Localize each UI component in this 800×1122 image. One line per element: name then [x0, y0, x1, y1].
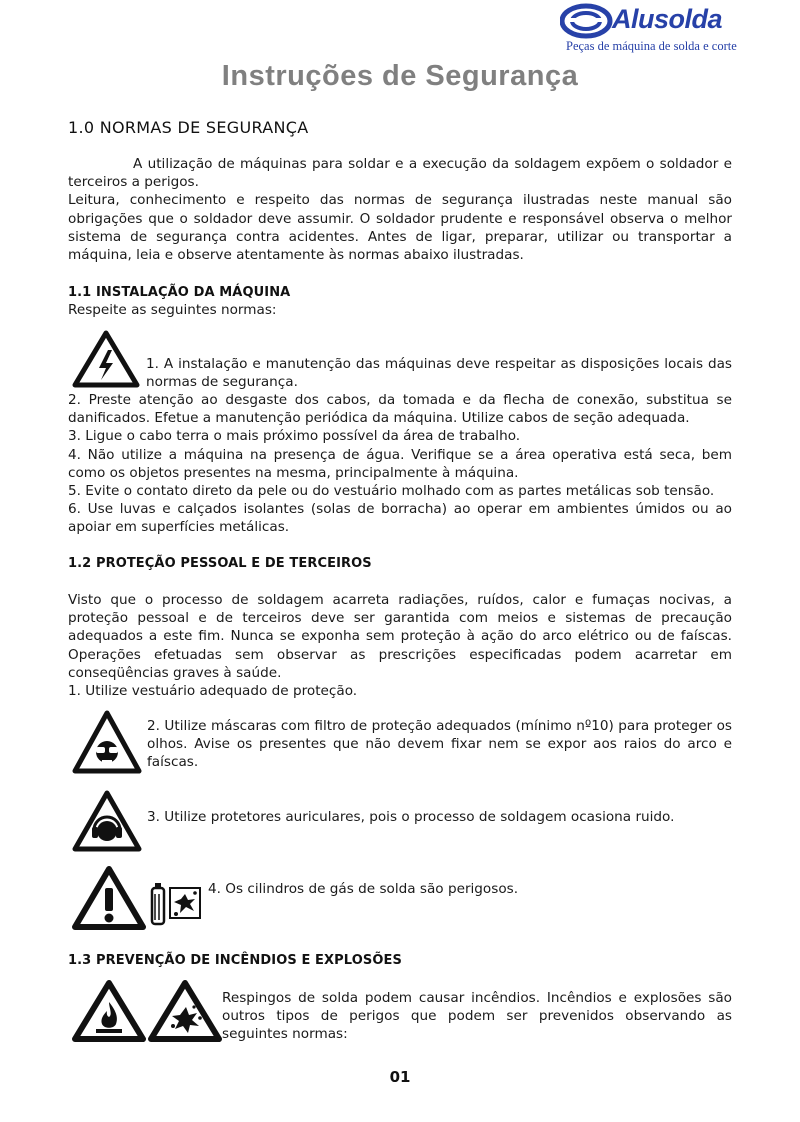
- install-item-5: 5. Evite o contato direto da pele ou do vestuário molhado com as partes metálicas sob tensão.: [68, 483, 715, 500]
- install-items: [68, 391, 732, 537]
- brand-logo: [560, 2, 736, 54]
- install-item-6: 6. Use luvas e calçados isolantes (solas de borracha) ao operar em ambientes úmidos ou ao apoiar em superfícies metálicas.: [68, 501, 732, 536]
- protection-item-1: 1. Utilize vestuário adequado de proteção.: [68, 683, 358, 699]
- install-item-4: 4. Não utilize a máquina na presença de água. Verifique se a área operativa está seca, bem como os objetos presentes na mesma, principalmente à máquina.: [68, 446, 732, 481]
- protection-item-3: 3. Utilize protetores auriculares, pois o processo de soldagem ocasiona ruido.: [147, 809, 675, 825]
- install-item-1: 1. A instalação e manutenção das máquinas deve respeitar as disposições locais das normas de segurança.: [146, 356, 732, 391]
- page-number: 01: [389, 1068, 411, 1086]
- brand-logo-icon: [560, 2, 614, 42]
- section-heading-1-1: 1.1 INSTALAÇÃO DA MÁQUINA: [68, 285, 291, 300]
- fire-hazard-icon: [72, 980, 146, 1042]
- page-title: Instruções de Segurança: [221, 60, 579, 92]
- logo-tagline: Peças de máquina de solda e corte: [566, 39, 737, 53]
- protection-item-4: 4. Os cilindros de gás de solda são perigosos.: [208, 881, 519, 897]
- section-heading-1-2: 1.2 PROTEÇÃO PESSOAL E DE TERCEIROS: [68, 556, 372, 571]
- install-item-2: 2. Preste atenção ao desgaste dos cabos, da tomada e da flecha de conexão, substitua se danificados. Efetue a manutenção periódica da máquina. Utilize cabos de seção adequada.: [68, 392, 732, 427]
- ear-protection-icon: [72, 790, 142, 852]
- electric-hazard-icon: [72, 330, 140, 388]
- protection-intro: Visto que o processo de soldagem acarreta radiações, ruídos, calor e fumaças nocivas, a proteção pessoal e de terceiros deve ser garantida com meios e sistemas de precaução adequados a este fim. Nunca se exponha sem proteção à ação do arco elétrico ou de faíscas. Operações efetuadas sem observar as prescrições especificadas podem acarretar em conseqüências graves à saúde.: [68, 592, 732, 681]
- fire-prevention-text: Respingos de solda podem causar incêndios. Incêndios e explosões são outros tipos de perigos que podem ser prevenidos observando as seguintes normas:: [222, 990, 732, 1043]
- intro-paragraph-1: A utilização de máquinas para soldar e a execução da soldagem expõem o soldador e terceiros a perigos.: [68, 156, 732, 191]
- section-1-0-text: [68, 155, 732, 264]
- explosion-hazard-icon: [148, 980, 222, 1042]
- protection-item-2: 2. Utilize máscaras com filtro de proteção adequados (mínimo nº10) para proteger os olhos. Avise os presentes que não devem fixar nem se expor aos raios do arco e faíscas.: [147, 718, 732, 771]
- warning-icon: [72, 866, 146, 930]
- intro-paragraph-2: Leitura, conhecimento e respeito das normas de segurança ilustradas neste manual são obrigações que o soldador deve assumir. O soldador prudente e responsável observa o melhor sistema de segurança contra acidentes. Antes de ligar, preparar, utilizar ou transportar a máquina, leia e observe atentamente às normas abaixo ilustradas.: [68, 192, 732, 264]
- section-heading-1-3: 1.3 PREVENÇÃO DE INCÊNDIOS E EXPLOSÕES: [68, 953, 402, 968]
- eye-protection-icon: [72, 710, 142, 774]
- section-1-1-lead: Respeite as seguintes normas:: [68, 302, 277, 318]
- logo-wordmark: Alusolda: [612, 4, 723, 34]
- section-heading-1-0: 1.0 NORMAS DE SEGURANÇA: [68, 118, 309, 137]
- gas-cylinder-icon: [150, 880, 202, 926]
- install-item-3: 3. Ligue o cabo terra o mais próximo possível da área de trabalho.: [68, 428, 521, 445]
